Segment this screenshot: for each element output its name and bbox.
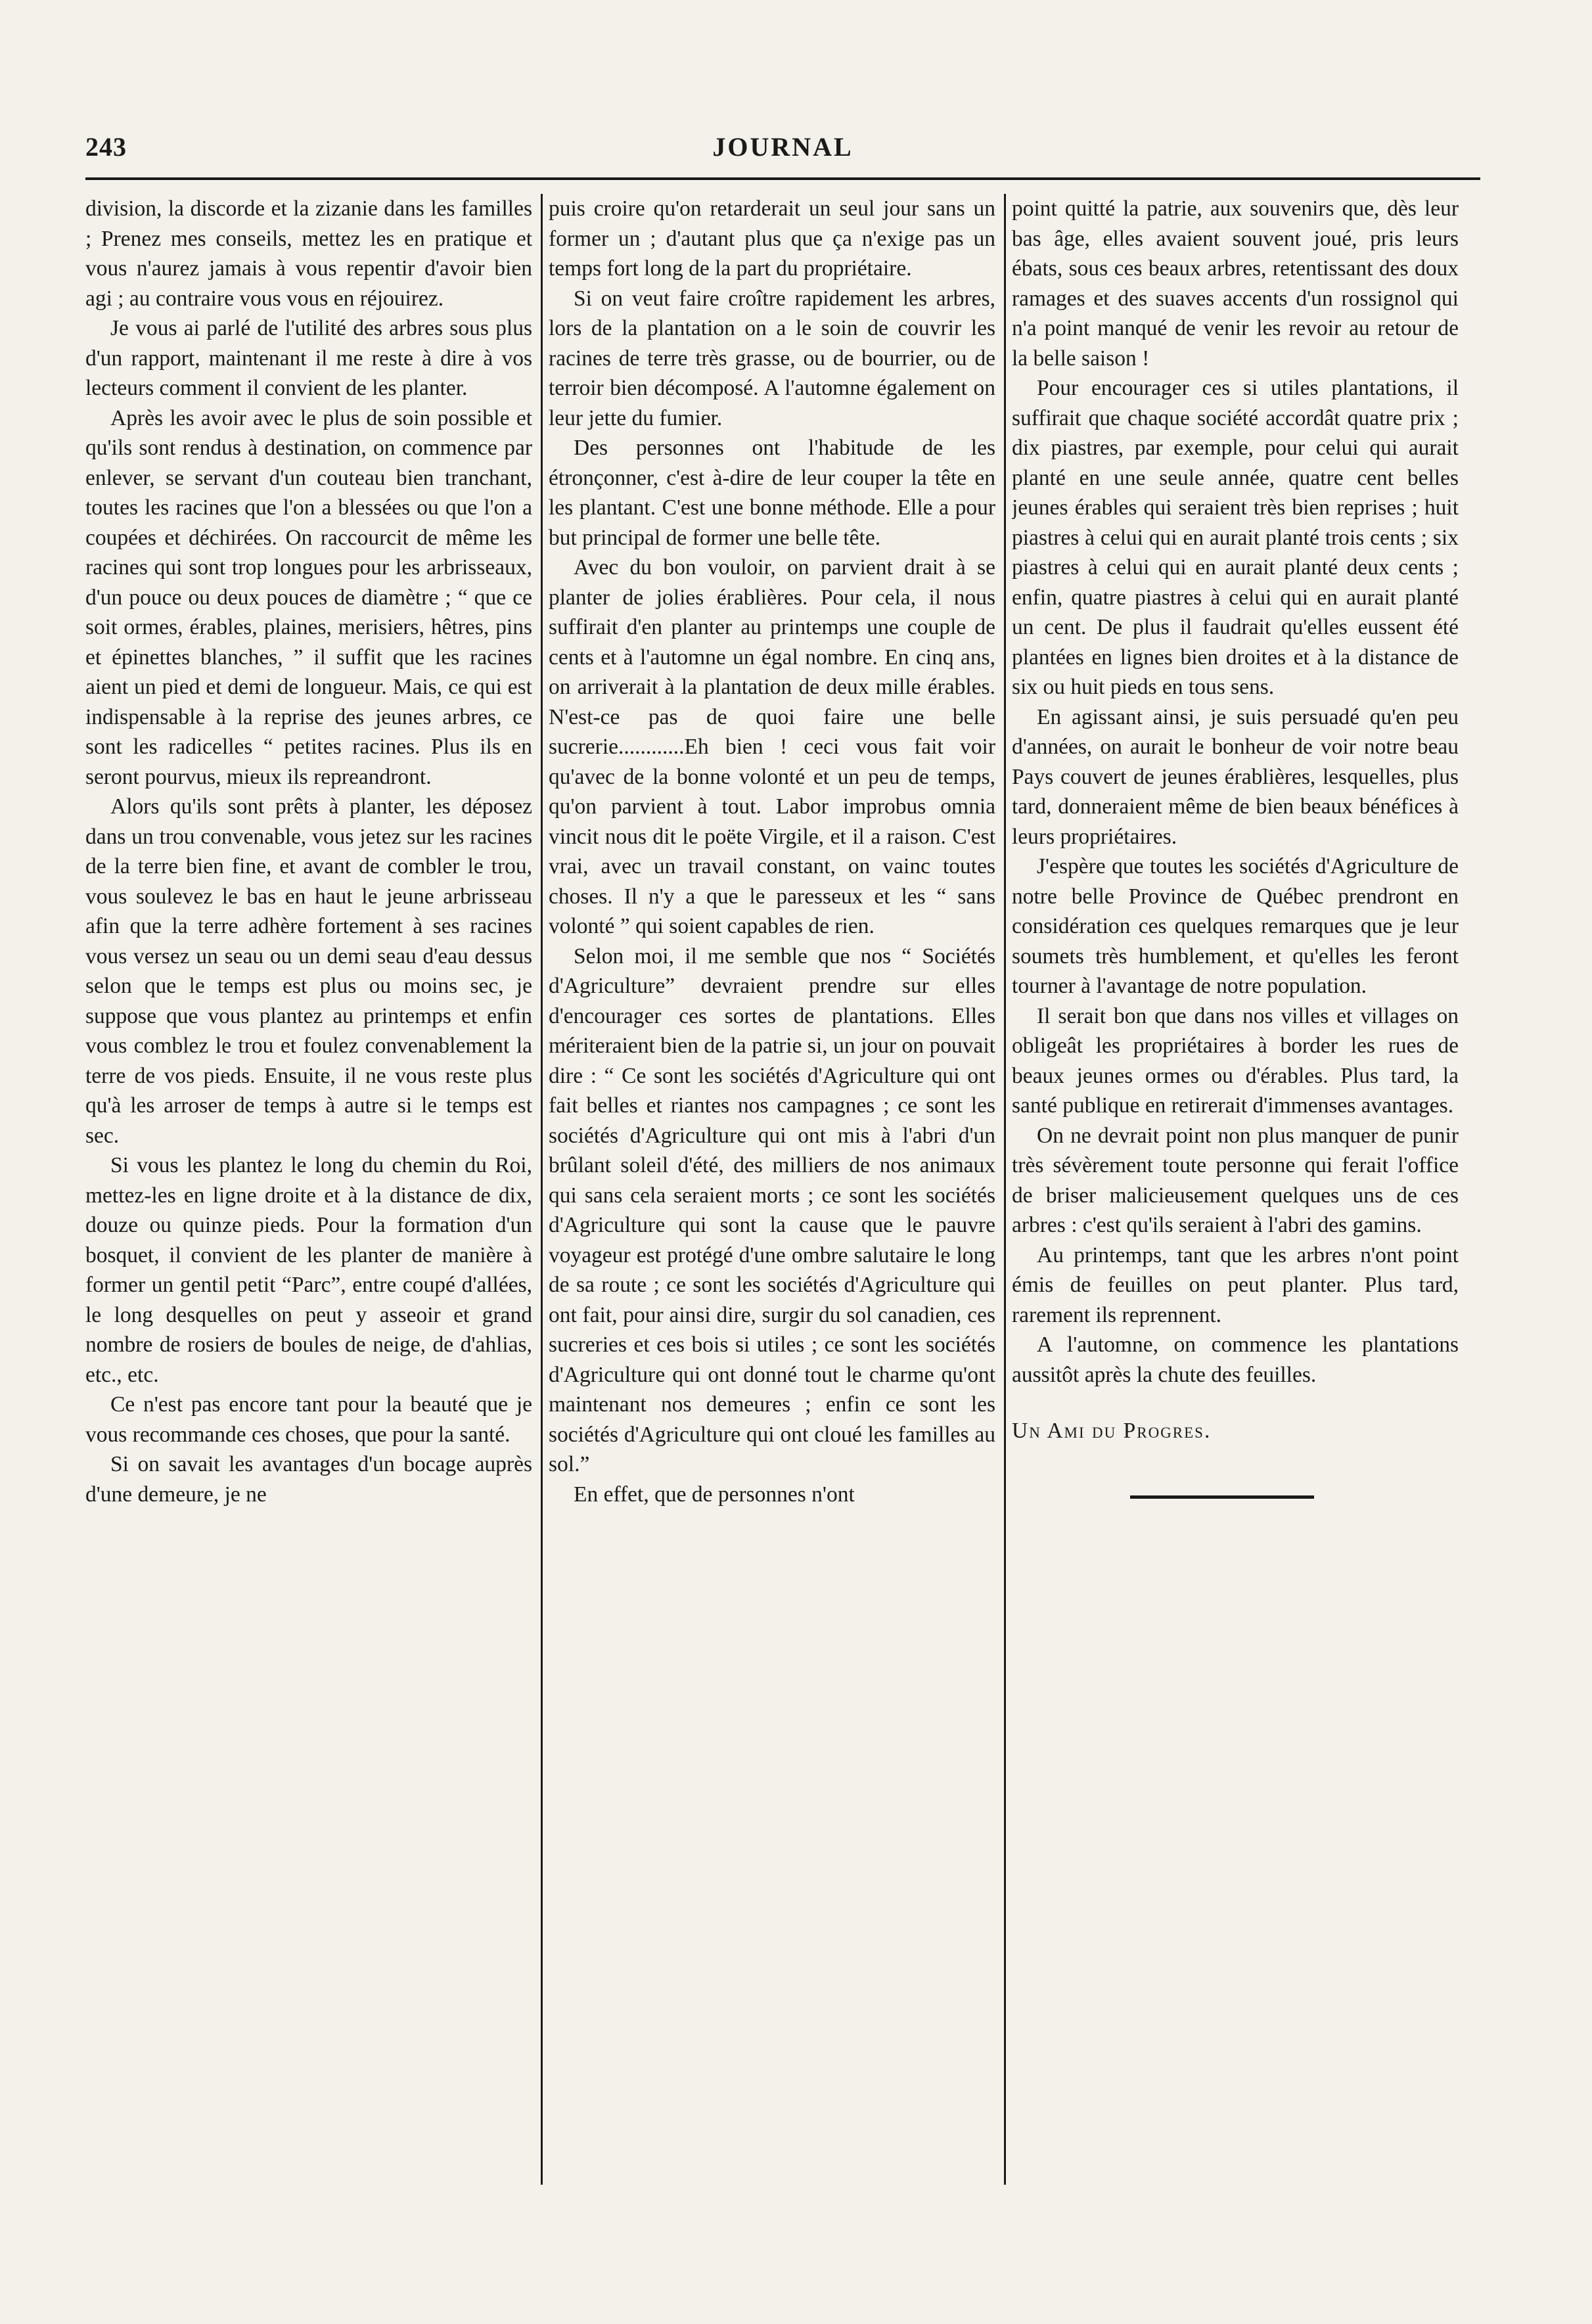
paragraph: puis croire qu'on retarderait un seul jour sans un former un ; d'autant plus que ça n'exige pas un temps fort long de la part du propriétaire. bbox=[549, 196, 995, 281]
paragraph: Si on savait les avantages d'un bocage auprès d'une demeure, je ne bbox=[85, 1452, 532, 1507]
paragraph: Il serait bon que dans nos villes et villages on obligeât les propriétaires à border les rues de beaux jeunes ormes ou d'érables. Plus tard, la santé publique en retirerait d'immenses avantages. bbox=[1012, 1003, 1459, 1118]
column-divider bbox=[541, 194, 543, 2185]
paragraph: Ce n'est pas encore tant pour la beauté que je vous recommande ces choses, que pour la santé. bbox=[85, 1392, 532, 1447]
text-column-2 bbox=[549, 194, 995, 2185]
paragraph: On ne devrait point non plus manquer de punir très sévèrement toute personne qui ferait l'office de briser malicieusement quelques uns de ces arbres : c'est qu'ils seraient à l'abri des gamins. bbox=[1012, 1123, 1459, 1237]
paragraph: Des personnes ont l'habitude de les étronçonner, c'est à-dire de leur couper la tête en les plantant. C'est une bonne méthode. Elle a pour but principal de former une belle tête. bbox=[549, 436, 995, 550]
paragraph: J'espère que toutes les sociétés d'Agriculture de notre belle Province de Québec prendront en considération ces quelques remarques que je leur soumets très humblement, et qu'elles les feront tourner à l'avantage de notre population. bbox=[1012, 854, 1459, 998]
column-divider bbox=[1004, 194, 1006, 2185]
paragraph: Au printemps, tant que les arbres n'ont point émis de feuilles on peut planter. Plus tard, rarement ils reprennent. bbox=[1012, 1242, 1459, 1327]
running-title: JOURNAL bbox=[712, 132, 853, 162]
text-column-3 bbox=[1012, 194, 1459, 2185]
paragraph: division, la discorde et la zizanie dans les familles ; Prenez mes conseils, mettez les en pratique et vous n'aurez jamais à vous repentir d'avoir bien agi ; au contraire vous vous en réjouirez. bbox=[85, 196, 532, 311]
paragraph: A l'automne, on commence les plantations aussitôt après la chute des feuilles. bbox=[1012, 1333, 1459, 1387]
paragraph: Selon moi, il me semble que nos “ Sociétés d'Agriculture” devraient prendre sur elles d'encourager ces sortes de plantations. Elles mériteraient bien de la patrie si, un jour on pouvait dire : “ Ce sont les sociétés d'Agriculture qui ont fait belles et riantes nos campagnes ; ce sont les sociétés d'Agriculture qui ont mis à l'abri d'un brûlant soleil d'été, des milliers de nos animaux qui sans cela seraient morts ; ce sont les sociétés d'Agriculture qui sont la cause que le pauvre voyageur est protégé d'une ombre salutaire le long de sa route ; ce sont les sociétés d'Agriculture qui ont fait, pour ainsi dire, surgir du sol canadien, ces sucreries et ces bois si utiles ; ce sont les sociétés d'Agriculture qui ont donné tout le charme qu'ont maintenant nos demeures ; enfin ce sont les sociétés d'Agriculture qui ont cloué les familles au sol.” bbox=[549, 944, 995, 1476]
page-header bbox=[85, 131, 1480, 173]
paragraph: Avec du bon vouloir, on parvient drait à se planter de jolies érablières. Pour cela, il nous suffirait d'en planter au printemps une couple de cents et à l'automne un égal nombre. En cinq ans, on arriverait à la plantation de deux mille érables. N'est-ce pas de quoi faire une belle sucrerie............Eh bien ! ceci vous fait voir qu'avec de la bonne volonté et un peu de temps, qu'on parvient à tout. Labor improbus omnia vincit nous dit le poëte Virgile, et il a raison. C'est vrai, avec un travail constant, on vainc toutes choses. Il n'y a que le paresseux et les “ sans volonté ” qui soient capables de rien. bbox=[549, 555, 995, 938]
text-column-1 bbox=[85, 194, 532, 2185]
paragraph: Après les avoir avec le plus de soin possible et qu'ils sont rendus à destination, on commence par enlever, se servant d'un couteau bien tranchant, toutes les racines que l'on a blessées ou que l'on a coupées et déchirées. On raccourcit de même les racines qui sont trop longues pour les arbrisseaux, d'un pouce ou deux pouces de diamètre ; “ que ce soit ormes, érables, plaines, merisiers, hêtres, pins et épinettes blanches, ” il suffit que les racines aient un pied et demi de longueur. Mais, ce qui est indispensable à la reprise des jeunes arbres, ce sont les radicelles “ petites racines. Plus ils en seront pourvus, mieux ils repreandront. bbox=[85, 405, 532, 789]
paragraph: Si vous les plantez le long du chemin du Roi, mettez-les en ligne droite et à la distance de dix, douze ou quinze pieds. Pour la formation d'un bosquet, il convient de les planter de manière à former un gentil petit “Parc”, entre coupé d'allées, le long desquelles on peut y asseoir et grand nombre de rosiers de boules de neige, de d'ahlias, etc., etc. bbox=[85, 1153, 532, 1387]
author-signature: Un Ami du Progres. bbox=[1012, 1419, 1212, 1443]
paragraph: Si on veut faire croître rapidement les arbres, lors de la plantation on a le soin de couvrir les racines de terre très grasse, ou de bourrier, ou de terroir bien décomposé. A l'automne également on leur jette du fumier. bbox=[549, 286, 995, 430]
header-rule bbox=[85, 177, 1480, 180]
end-rule bbox=[1130, 1495, 1314, 1499]
page-number: 243 bbox=[85, 132, 127, 162]
article-body bbox=[85, 194, 1478, 2185]
paragraph: Pour encourager ces si utiles plantations, il suffirait que chaque société accordât quatre prix ; dix piastres, par exemple, pour celui qui aurait planté en une seule année, quatre cent belles jeunes érables qui seraient très bien reprises ; huit piastres à celui qui en aurait planté trois cents ; six piastres à celui qui en aurait planté deux cents ; enfin, quatre piastres à celui qui en aurait planté un cent. De plus il faudrait qu'elles eussent été plantées en lignes bien droites et à la distance de six ou huit pieds en tous sens. bbox=[1012, 376, 1459, 699]
paragraph: Alors qu'ils sont prêts à planter, les déposez dans un trou convenable, vous jetez sur les racines de la terre bien fine, et avant de combler le trou, vous soulevez le bas en haut le jeune arbrisseau afin que la terre adhère fortement à ses racines vous versez un seau ou un demi seau d'eau dessus selon que le temps est plus ou moins sec, je suppose que vous plantez au printemps et enfin vous comblez le trou et foulez convenablement la terre de vos pieds. Ensuite, il ne vous reste plus qu'à les arroser de temps à autre si le temps est sec. bbox=[85, 794, 532, 1148]
paragraph: Je vous ai parlé de l'utilité des arbres sous plus d'un rapport, maintenant il me reste à dire à vos lecteurs comment il convient de les planter. bbox=[85, 316, 532, 400]
paragraph: point quitté la patrie, aux souvenirs que, dès leur bas âge, elles avaient souvent joué, pris leurs ébats, sous ces beaux arbres, retentissant des doux ramages et des suaves accents d'un rossignol qui n'a point manqué de venir les revoir au retour de la belle saison ! bbox=[1012, 196, 1459, 371]
paragraph: En effet, que de personnes n'ont bbox=[574, 1482, 855, 1507]
paragraph: En agissant ainsi, je suis persuadé qu'en peu d'années, on aurait le bonheur de voir notre beau Pays couvert de jeunes érablières, lesquelles, plus tard, donneraient même de bien beaux bénéfices à leurs propriétaires. bbox=[1012, 704, 1459, 849]
